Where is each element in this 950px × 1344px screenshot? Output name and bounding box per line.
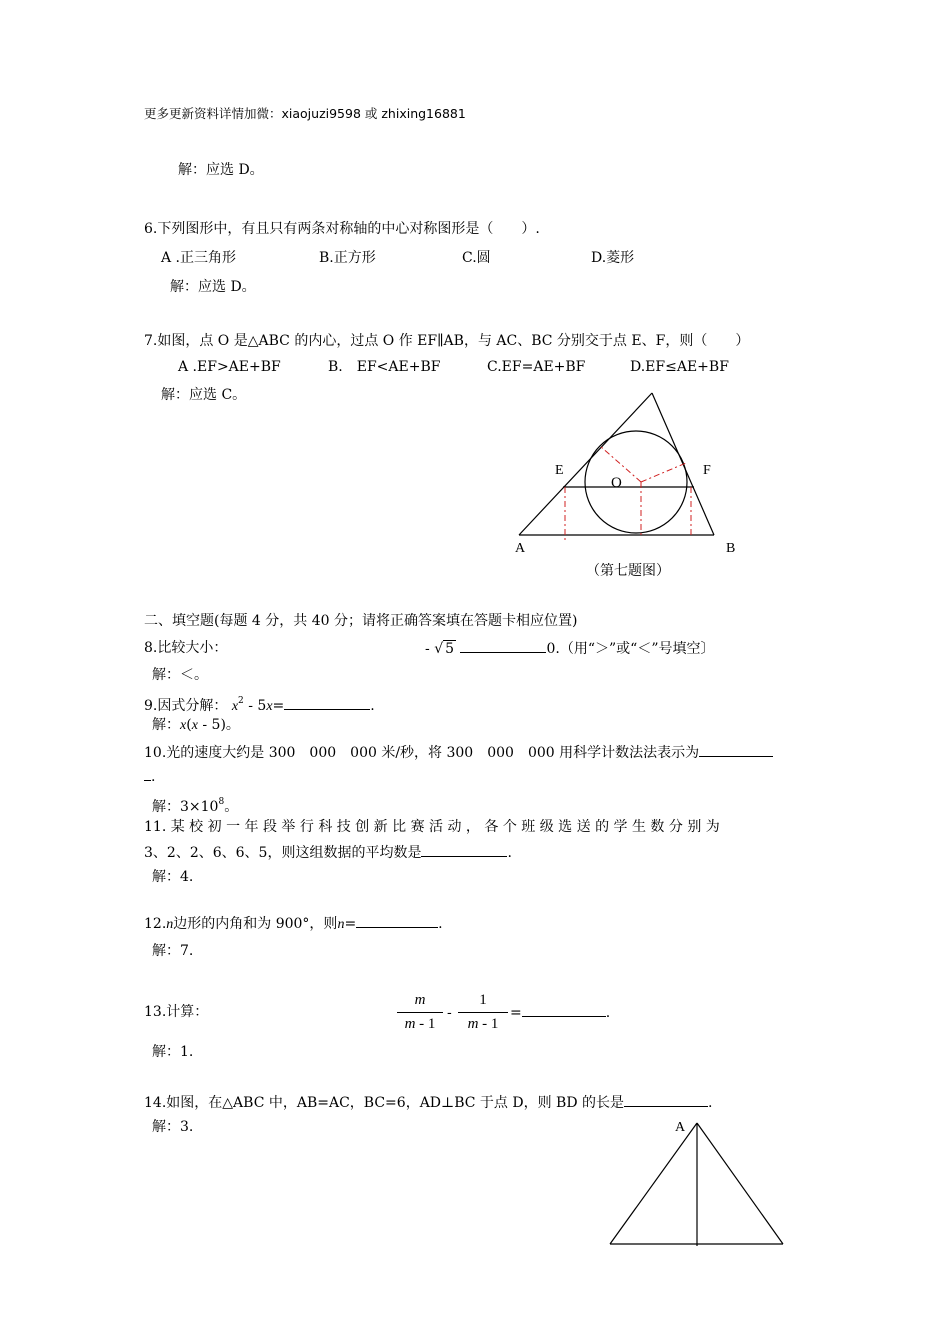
q13-frac2-den-var: m xyxy=(467,1016,479,1032)
q6-option-a: A .正三角形 xyxy=(161,250,237,266)
q7-option-a: A .EF>AE+BF xyxy=(178,359,281,375)
q7-answer: 解：应选 C。 xyxy=(161,387,247,403)
q7-option-c: C.EF=AE+BF xyxy=(487,359,586,375)
q9-var-x: x xyxy=(231,699,239,714)
q8-prefix: 8.比较大小： xyxy=(144,640,228,656)
q11-line2-end: . xyxy=(507,845,512,861)
q9-end: . xyxy=(370,698,375,714)
q7-caption: （第七题图） xyxy=(586,563,670,579)
label-f: F xyxy=(703,463,711,478)
q9-answer-prefix: 解： xyxy=(152,717,180,733)
q6-option-d: D.菱形 xyxy=(591,250,635,266)
label-o: O xyxy=(611,475,622,491)
q11-answer: 解：4. xyxy=(152,869,194,885)
q10-answer-prefix: 解： xyxy=(152,799,180,815)
q13-frac1-den-var: m xyxy=(404,1016,416,1032)
label-a: A xyxy=(515,541,526,556)
q12-eq: = xyxy=(344,916,357,932)
label-b: B xyxy=(726,541,736,556)
q10-answer-base: 3×10 xyxy=(180,799,219,815)
q12-end: . xyxy=(438,916,443,932)
q12-var-n2: n xyxy=(337,917,345,932)
q14-answer: 解：3. xyxy=(152,1119,194,1135)
q10-answer-end: 。 xyxy=(224,799,239,815)
q13-answer: 解：1. xyxy=(152,1044,194,1060)
q9-eq: = xyxy=(272,698,285,714)
q13-prefix: 13.计算： xyxy=(144,1004,209,1020)
q8-radicand: 5 xyxy=(445,641,455,657)
q10-answer-exp: 8 xyxy=(218,797,225,807)
q5-answer: 解：应选 D。 xyxy=(178,162,264,178)
q13-frac2-num: 1 xyxy=(458,992,508,1013)
q8-suffix: 0.（用“＞”或“＜”号填空〕 xyxy=(546,641,715,657)
q13-end: . xyxy=(605,1005,611,1021)
q12-var-n: n xyxy=(166,917,174,932)
q9-prefix: 9.因式分解： xyxy=(144,698,228,714)
side-ab xyxy=(610,1123,697,1244)
q7-question: 7.如图，点 O 是△ABC 的内心，过点 O 作 EF∥AB，与 AC、BC 分别交于点 E、F，则（ ） xyxy=(144,333,750,349)
q9-exp: 2 xyxy=(238,696,244,706)
q14-text: 14.如图，在△ABC 中，AB=AC，BC=6，AD⊥BC 于点 D，则 BD 的长是 xyxy=(144,1095,624,1111)
q9-answer-rest: - 5) xyxy=(197,717,226,733)
q9-var-x2: x xyxy=(266,699,273,714)
page-header: 更多更新资料详情加微：xiaojuzi9598 或 zhixing16881 xyxy=(144,106,466,121)
q8-answer: 解：＜。 xyxy=(152,667,208,683)
q9-answer-var2: x xyxy=(191,718,198,733)
q12-prefix: 12. xyxy=(144,916,167,932)
q12-answer: 解：7. xyxy=(152,943,194,959)
q10-text: 10.光的速度大约是 300 000 000 米/秒，将 300 000 000 用科学计数法法表示为 xyxy=(144,745,700,761)
q9-answer-end: 。 xyxy=(225,717,240,733)
sqrt-sign: √ 5 xyxy=(434,641,455,657)
q7-option-b: B. EF<AE+BF xyxy=(328,359,441,375)
q9-mid: - 5 xyxy=(243,698,267,714)
q13-frac1-den-rest: - 1 xyxy=(415,1016,436,1032)
side-ac xyxy=(697,1123,783,1244)
q14-end: . xyxy=(708,1095,713,1111)
q9-answer-var: x xyxy=(180,718,187,733)
q7-option-d: D.EF≤AE+BF xyxy=(630,359,729,375)
q6-answer: 解：应选 D。 xyxy=(170,279,256,295)
q11-line1: 11. 某 校 初 一 年 段 举 行 科 技 创 新 比 赛 活 动 ， 各 个 班 级 选 送 的 学 生 数 分 别 为 xyxy=(144,819,720,835)
q13-minus: - xyxy=(447,1005,452,1021)
q6-option-c: C.圆 xyxy=(462,250,491,266)
label-e: E xyxy=(555,463,564,478)
q13-frac1-num: m xyxy=(397,992,443,1013)
q13-frac2-den-rest: - 1 xyxy=(478,1016,499,1032)
q6-question: 6.下列图形中，有且只有两条对称轴的中心对称图形是（ ）. xyxy=(144,221,540,237)
q6-option-b: B.正方形 xyxy=(319,250,376,266)
q13-eq: = xyxy=(510,1005,522,1021)
q11-line2-text: 3、2、2、6、6、5，则这组数据的平均数是 xyxy=(144,845,422,861)
q8-minus: - xyxy=(425,641,430,657)
label-a: A xyxy=(675,1120,686,1135)
q9-answer-paren: ( xyxy=(186,717,192,733)
section2-title: 二、填空题(每题 4 分，共 40 分；请将正确答案填在答题卡相应位置) xyxy=(144,613,578,629)
q10-line2-end: . xyxy=(151,769,156,785)
q12-mid: 边形的内角和为 900°，则 xyxy=(173,916,338,932)
